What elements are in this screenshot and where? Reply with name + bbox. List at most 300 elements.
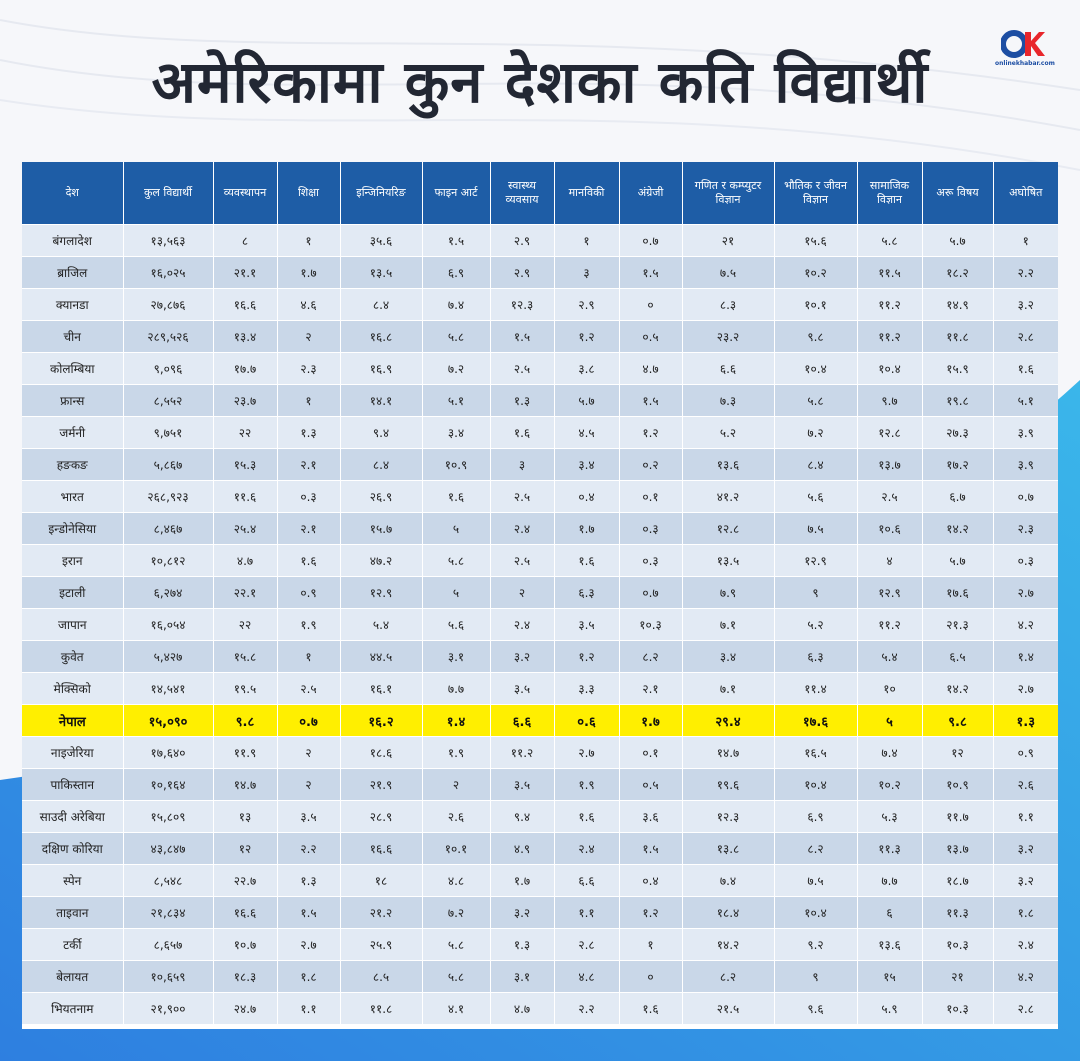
country-cell: हङकङ	[22, 449, 123, 481]
value-cell: ११.३	[857, 833, 922, 865]
value-cell: १४.२	[682, 929, 774, 961]
value-cell: १९.५	[213, 673, 277, 705]
value-cell: २१.५	[682, 993, 774, 1025]
value-cell: ४.६	[277, 289, 340, 321]
value-cell: १.२	[554, 641, 619, 673]
value-cell: ६,२७४	[123, 577, 213, 609]
column-header: देश	[22, 162, 123, 225]
value-cell: १.६	[993, 353, 1058, 385]
value-cell: १०.६	[857, 513, 922, 545]
value-cell: २१	[922, 961, 993, 993]
value-cell: ३.२	[993, 865, 1058, 897]
column-header: शिक्षा	[277, 162, 340, 225]
value-cell: २१.२	[340, 897, 422, 929]
value-cell: ०.५	[619, 321, 682, 353]
value-cell: २.१	[277, 449, 340, 481]
value-cell: ०	[619, 289, 682, 321]
value-cell: १३.५	[340, 257, 422, 289]
value-cell: ७.२	[774, 417, 857, 449]
value-cell: ४.७	[213, 545, 277, 577]
value-cell: १.४	[422, 705, 490, 737]
value-cell: १.७	[619, 705, 682, 737]
value-cell: १.९	[277, 609, 340, 641]
value-cell: १६,०२५	[123, 257, 213, 289]
table-row	[22, 609, 1058, 641]
value-cell: ४.२	[993, 609, 1058, 641]
value-cell: ४७.२	[340, 545, 422, 577]
country-cell: नेपाल	[22, 705, 123, 737]
value-cell: १७,६४०	[123, 737, 213, 769]
value-cell: ५.२	[774, 609, 857, 641]
value-cell: ५.६	[774, 481, 857, 513]
value-cell: १.५	[619, 833, 682, 865]
country-cell: क्यानडा	[22, 289, 123, 321]
value-cell: ६.९	[422, 257, 490, 289]
value-cell: ५.६	[422, 609, 490, 641]
value-cell: ०.२	[619, 449, 682, 481]
value-cell: ८.२	[682, 961, 774, 993]
country-cell: चीन	[22, 321, 123, 353]
value-cell: ४.१	[422, 993, 490, 1025]
value-cell: ३५.६	[340, 225, 422, 257]
value-cell: ९.८	[774, 321, 857, 353]
table-row-highlighted	[22, 705, 1058, 737]
value-cell: १३.५	[682, 545, 774, 577]
country-cell: भियतनाम	[22, 993, 123, 1025]
country-cell: स्पेन	[22, 865, 123, 897]
value-cell: ३.२	[490, 897, 554, 929]
value-cell: ७.५	[682, 257, 774, 289]
value-cell: १४.१	[340, 385, 422, 417]
value-cell: १.७	[277, 257, 340, 289]
value-cell: १०.१	[774, 289, 857, 321]
country-cell: इन्डोनेसिया	[22, 513, 123, 545]
value-cell: ०.९	[993, 737, 1058, 769]
value-cell: ८,६५७	[123, 929, 213, 961]
value-cell: ०.३	[619, 545, 682, 577]
value-cell: १.१	[993, 801, 1058, 833]
value-cell: १	[277, 385, 340, 417]
value-cell: २५.४	[213, 513, 277, 545]
value-cell: ५.८	[422, 545, 490, 577]
value-cell: ९,७५१	[123, 417, 213, 449]
value-cell: ७.३	[682, 385, 774, 417]
value-cell: २३.७	[213, 385, 277, 417]
students-table	[22, 162, 1058, 1024]
value-cell: १.४	[993, 641, 1058, 673]
value-cell: १२.८	[857, 417, 922, 449]
value-cell: ७.९	[682, 577, 774, 609]
value-cell: १४.२	[922, 673, 993, 705]
value-cell: १.६	[619, 993, 682, 1025]
value-cell: ५.४	[340, 609, 422, 641]
value-cell: ५.९	[857, 993, 922, 1025]
value-cell: ९.४	[340, 417, 422, 449]
value-cell: ३.९	[993, 417, 1058, 449]
value-cell: ३.५	[554, 609, 619, 641]
value-cell: २५.९	[340, 929, 422, 961]
value-cell: २	[277, 321, 340, 353]
value-cell: २.२	[554, 993, 619, 1025]
value-cell: ४.७	[619, 353, 682, 385]
value-cell: ११.८	[922, 321, 993, 353]
value-cell: ८.२	[774, 833, 857, 865]
value-cell: १६.१	[340, 673, 422, 705]
value-cell: १.९	[554, 769, 619, 801]
value-cell: १.१	[554, 897, 619, 929]
value-cell: ८.५	[340, 961, 422, 993]
value-cell: ७.५	[774, 865, 857, 897]
value-cell: ६.६	[682, 353, 774, 385]
value-cell: १४.९	[922, 289, 993, 321]
table-row	[22, 513, 1058, 545]
value-cell: १२.३	[682, 801, 774, 833]
value-cell: १६.५	[774, 737, 857, 769]
value-cell: १०.१	[422, 833, 490, 865]
value-cell: २१	[682, 225, 774, 257]
value-cell: ८.४	[340, 289, 422, 321]
value-cell: ९	[774, 961, 857, 993]
value-cell: २८९,५२६	[123, 321, 213, 353]
value-cell: ०.१	[619, 481, 682, 513]
value-cell: १.५	[422, 225, 490, 257]
value-cell: ८.३	[682, 289, 774, 321]
country-cell: कोलम्बिया	[22, 353, 123, 385]
value-cell: २.२	[993, 257, 1058, 289]
value-cell: ०.३	[277, 481, 340, 513]
value-cell: १.६	[277, 545, 340, 577]
value-cell: १.२	[554, 321, 619, 353]
value-cell: ५	[422, 513, 490, 545]
value-cell: ३.२	[490, 641, 554, 673]
value-cell: ९	[774, 577, 857, 609]
value-cell: ६.३	[774, 641, 857, 673]
value-cell: ७.७	[857, 865, 922, 897]
value-cell: १	[554, 225, 619, 257]
value-cell: १०,८१२	[123, 545, 213, 577]
value-cell: ३.१	[422, 641, 490, 673]
value-cell: ३.८	[554, 353, 619, 385]
value-cell: २	[277, 737, 340, 769]
value-cell: १.५	[619, 257, 682, 289]
value-cell: २७,८७६	[123, 289, 213, 321]
value-cell: ५.७	[554, 385, 619, 417]
table-body	[22, 225, 1058, 1025]
value-cell: २.५	[277, 673, 340, 705]
value-cell: १.३	[277, 417, 340, 449]
value-cell: ६.३	[554, 577, 619, 609]
column-header: इन्जिनियरिङ	[340, 162, 422, 225]
value-cell: २.५	[490, 353, 554, 385]
brand-name: onlinekhabar.com	[995, 60, 1055, 67]
country-cell: इरान	[22, 545, 123, 577]
value-cell: २.४	[554, 833, 619, 865]
value-cell: १३.६	[682, 449, 774, 481]
value-cell: २८.९	[340, 801, 422, 833]
value-cell: १०.९	[422, 449, 490, 481]
value-cell: २.७	[277, 929, 340, 961]
value-cell: २७.३	[922, 417, 993, 449]
value-cell: १.२	[619, 897, 682, 929]
value-cell: ६.६	[490, 705, 554, 737]
value-cell: १.७	[490, 865, 554, 897]
value-cell: २१,८३४	[123, 897, 213, 929]
value-cell: ८,५५२	[123, 385, 213, 417]
value-cell: ४.५	[554, 417, 619, 449]
value-cell: २.६	[422, 801, 490, 833]
table-row	[22, 801, 1058, 833]
column-header: अघोषित	[993, 162, 1058, 225]
value-cell: १७.६	[922, 577, 993, 609]
value-cell: १३.६	[857, 929, 922, 961]
value-cell: १६.६	[213, 897, 277, 929]
value-cell: ०.७	[277, 705, 340, 737]
value-cell: ७.२	[422, 353, 490, 385]
value-cell: १.६	[554, 545, 619, 577]
value-cell: ३	[490, 449, 554, 481]
table-row	[22, 321, 1058, 353]
value-cell: १०.२	[774, 257, 857, 289]
value-cell: १३.७	[857, 449, 922, 481]
value-cell: २.३	[993, 513, 1058, 545]
table-row	[22, 577, 1058, 609]
value-cell: ११.९	[213, 737, 277, 769]
value-cell: ११.८	[340, 993, 422, 1025]
column-header: कुल विद्यार्थी	[123, 162, 213, 225]
value-cell: ८,५४८	[123, 865, 213, 897]
value-cell: ०.३	[619, 513, 682, 545]
value-cell: १०.३	[922, 929, 993, 961]
column-header: व्यवस्थापन	[213, 162, 277, 225]
value-cell: १८.२	[922, 257, 993, 289]
value-cell: १०	[857, 673, 922, 705]
value-cell: ११.२	[857, 321, 922, 353]
value-cell: २.३	[277, 353, 340, 385]
value-cell: ४	[857, 545, 922, 577]
value-cell: ३.४	[422, 417, 490, 449]
value-cell: ३.४	[682, 641, 774, 673]
column-header: मानविकी	[554, 162, 619, 225]
brand-logo	[995, 30, 1055, 76]
value-cell: ५.१	[422, 385, 490, 417]
value-cell: १.२	[619, 417, 682, 449]
table-row	[22, 993, 1058, 1025]
value-cell: ०	[619, 961, 682, 993]
value-cell: २.६	[993, 769, 1058, 801]
country-cell: साउदी अरेबिया	[22, 801, 123, 833]
value-cell: ११.२	[857, 609, 922, 641]
value-cell: १९.८	[922, 385, 993, 417]
value-cell: २.४	[490, 609, 554, 641]
table-row	[22, 417, 1058, 449]
value-cell: ८,४६७	[123, 513, 213, 545]
value-cell: १०.७	[213, 929, 277, 961]
value-cell: ८	[213, 225, 277, 257]
column-header: गणित र कम्प्युटर विज्ञान	[682, 162, 774, 225]
value-cell: २	[490, 577, 554, 609]
table-row	[22, 833, 1058, 865]
column-header: सामाजिक विज्ञान	[857, 162, 922, 225]
value-cell: १२.९	[857, 577, 922, 609]
value-cell: १.३	[490, 385, 554, 417]
country-cell: इटाली	[22, 577, 123, 609]
value-cell: १.१	[277, 993, 340, 1025]
country-cell: जर्मनी	[22, 417, 123, 449]
value-cell: ०.६	[554, 705, 619, 737]
students-table-container	[22, 162, 1058, 1029]
table-row	[22, 961, 1058, 993]
column-header: स्वास्थ्य व्यवसाय	[490, 162, 554, 225]
value-cell: २२.७	[213, 865, 277, 897]
value-cell: १५,८०९	[123, 801, 213, 833]
value-cell: १	[993, 225, 1058, 257]
value-cell: ४.७	[490, 993, 554, 1025]
value-cell: १४.७	[213, 769, 277, 801]
table-row	[22, 641, 1058, 673]
value-cell: ६.७	[922, 481, 993, 513]
value-cell: ८.४	[340, 449, 422, 481]
value-cell: १८.६	[340, 737, 422, 769]
table-row	[22, 673, 1058, 705]
value-cell: २.४	[490, 513, 554, 545]
value-cell: १.५	[490, 321, 554, 353]
table-row	[22, 481, 1058, 513]
country-cell: मेक्सिको	[22, 673, 123, 705]
value-cell: ३.४	[554, 449, 619, 481]
value-cell: १.५	[277, 897, 340, 929]
value-cell: ३.२	[993, 833, 1058, 865]
value-cell: ०.१	[619, 737, 682, 769]
value-cell: ४.८	[554, 961, 619, 993]
value-cell: ०.४	[619, 865, 682, 897]
value-cell: १५.७	[340, 513, 422, 545]
table-row	[22, 545, 1058, 577]
value-cell: ७.५	[774, 513, 857, 545]
table-header-row	[22, 162, 1058, 225]
value-cell: १५.८	[213, 641, 277, 673]
value-cell: १३.८	[682, 833, 774, 865]
value-cell: १.६	[490, 417, 554, 449]
value-cell: ५	[422, 577, 490, 609]
value-cell: ४.८	[422, 865, 490, 897]
value-cell: ३.५	[490, 769, 554, 801]
value-cell: २९.४	[682, 705, 774, 737]
page-title: अमेरिकामा कुन देशका कति विद्यार्थी	[151, 48, 929, 116]
country-cell: कुवेत	[22, 641, 123, 673]
value-cell: १०.४	[774, 353, 857, 385]
value-cell: २.७	[554, 737, 619, 769]
value-cell: १०.२	[857, 769, 922, 801]
value-cell: १५	[857, 961, 922, 993]
value-cell: ३	[554, 257, 619, 289]
value-cell: ४.९	[490, 833, 554, 865]
value-cell: २२	[213, 417, 277, 449]
country-cell: नाइजेरिया	[22, 737, 123, 769]
value-cell: ६.६	[554, 865, 619, 897]
value-cell: २.७	[993, 577, 1058, 609]
table-row	[22, 385, 1058, 417]
value-cell: १७.२	[922, 449, 993, 481]
value-cell: ७.१	[682, 673, 774, 705]
value-cell: १८	[340, 865, 422, 897]
value-cell: १०,६५९	[123, 961, 213, 993]
value-cell: २.२	[277, 833, 340, 865]
value-cell: २१.९	[340, 769, 422, 801]
value-cell: १३.४	[213, 321, 277, 353]
value-cell: ५.८	[422, 961, 490, 993]
value-cell: १२	[213, 833, 277, 865]
value-cell: १४,५४१	[123, 673, 213, 705]
value-cell: ३.३	[554, 673, 619, 705]
table-row	[22, 257, 1058, 289]
value-cell: ७.१	[682, 609, 774, 641]
value-cell: २.५	[857, 481, 922, 513]
value-cell: ११.६	[213, 481, 277, 513]
value-cell: ७.४	[857, 737, 922, 769]
value-cell: २.८	[993, 321, 1058, 353]
value-cell: २.९	[490, 257, 554, 289]
value-cell: ३.६	[619, 801, 682, 833]
value-cell: ५,४२७	[123, 641, 213, 673]
value-cell: १	[619, 929, 682, 961]
value-cell: ७.४	[682, 865, 774, 897]
country-cell: बंगलादेश	[22, 225, 123, 257]
table-row	[22, 865, 1058, 897]
value-cell: १६.६	[340, 833, 422, 865]
value-cell: ०.५	[619, 769, 682, 801]
value-cell: ३.५	[277, 801, 340, 833]
value-cell: ७.२	[422, 897, 490, 929]
value-cell: १०.४	[774, 897, 857, 929]
value-cell: ६.९	[774, 801, 857, 833]
column-header: भौतिक र जीवन विज्ञान	[774, 162, 857, 225]
value-cell: १.६	[422, 481, 490, 513]
value-cell: ३.५	[490, 673, 554, 705]
value-cell: ३.९	[993, 449, 1058, 481]
value-cell: २.८	[554, 929, 619, 961]
value-cell: १.५	[619, 385, 682, 417]
value-cell: ११.४	[774, 673, 857, 705]
value-cell: ९,०९६	[123, 353, 213, 385]
value-cell: १५,०९०	[123, 705, 213, 737]
country-cell: बेलायत	[22, 961, 123, 993]
value-cell: ०.७	[993, 481, 1058, 513]
value-cell: १.३	[993, 705, 1058, 737]
value-cell: १५.६	[774, 225, 857, 257]
value-cell: ११.२	[857, 289, 922, 321]
value-cell: १७.७	[213, 353, 277, 385]
value-cell: ८.४	[774, 449, 857, 481]
value-cell: २.४	[993, 929, 1058, 961]
value-cell: १३,५६३	[123, 225, 213, 257]
value-cell: २३.२	[682, 321, 774, 353]
value-cell: २२.१	[213, 577, 277, 609]
value-cell: ५.२	[682, 417, 774, 449]
value-cell: २१,९००	[123, 993, 213, 1025]
value-cell: ५.८	[422, 321, 490, 353]
value-cell: २६.९	[340, 481, 422, 513]
value-cell: १३.७	[922, 833, 993, 865]
value-cell: ६.५	[922, 641, 993, 673]
value-cell: ०.३	[993, 545, 1058, 577]
country-cell: भारत	[22, 481, 123, 513]
value-cell: १०.४	[774, 769, 857, 801]
value-cell: ११.५	[857, 257, 922, 289]
value-cell: ४४.५	[340, 641, 422, 673]
value-cell: ०.७	[619, 225, 682, 257]
value-cell: १७.६	[774, 705, 857, 737]
value-cell: १.३	[490, 929, 554, 961]
